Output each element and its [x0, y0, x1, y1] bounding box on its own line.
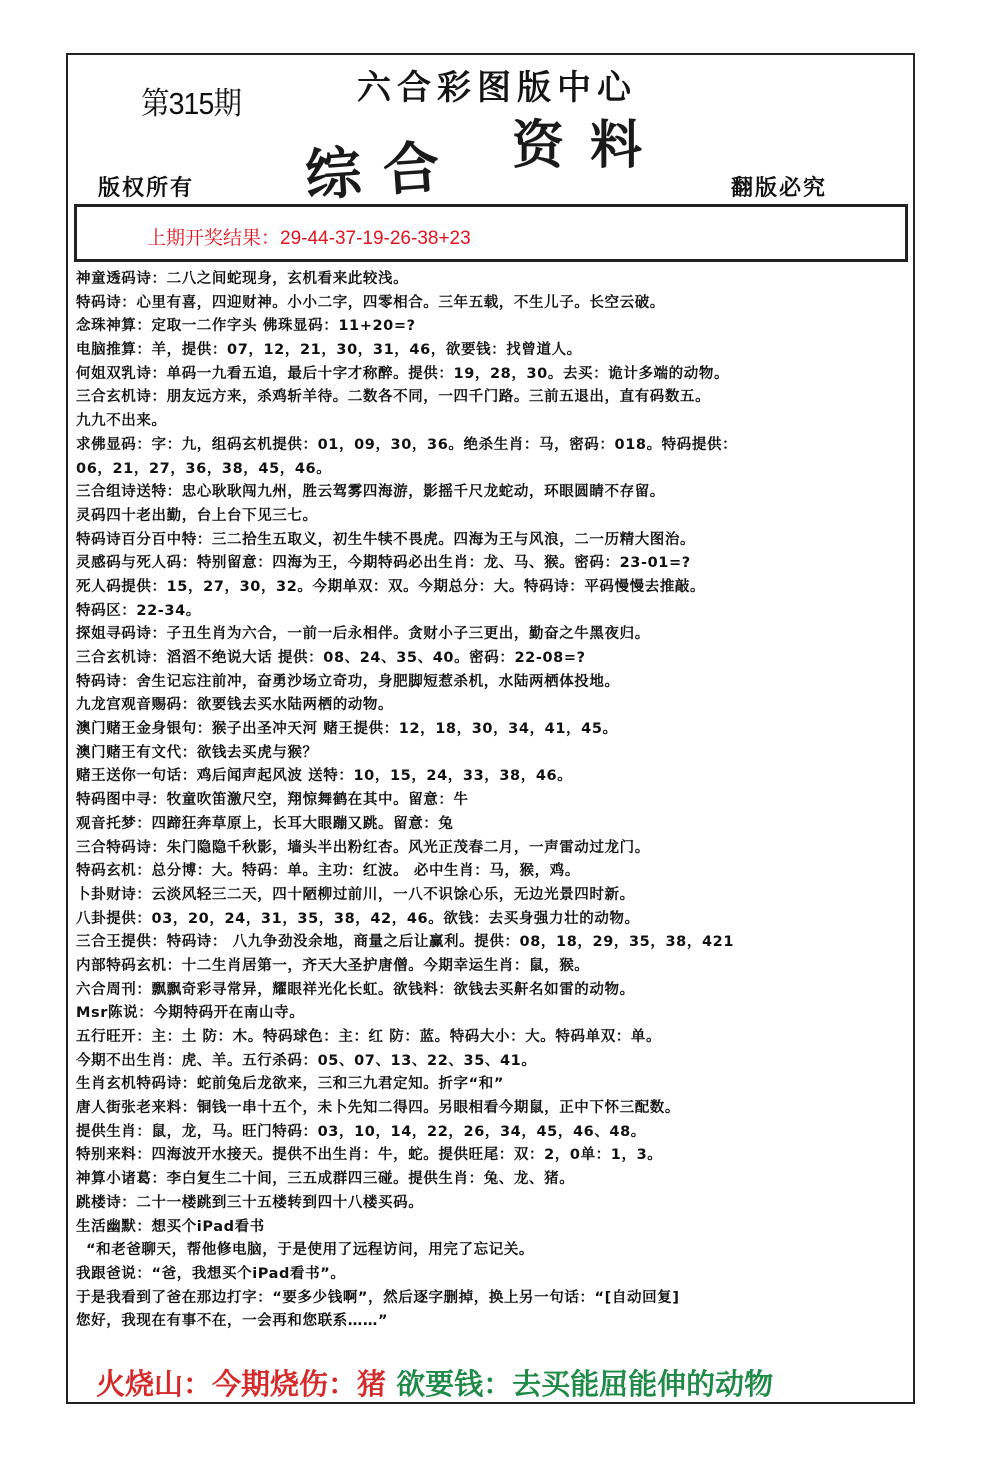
line-text: 想买个iPad看书	[151, 1218, 265, 1235]
line-text: 欲钱去买虎与猴？	[196, 744, 318, 761]
content-line	[76, 694, 906, 718]
footer-red-text: 火烧山：今期烧伤：猪	[96, 1367, 387, 1401]
line-text: 欲要钱去买水陆两栖的动物。	[196, 697, 394, 714]
content-line	[76, 1263, 906, 1287]
line-label: 电脑推算：	[76, 342, 152, 359]
content-line	[76, 292, 906, 316]
line-text: 06，21，27，36，38，45，46。	[76, 460, 332, 477]
content-line	[76, 931, 906, 955]
content-line	[76, 1168, 906, 1192]
content-line	[76, 458, 906, 482]
line-label: 特别来料：	[76, 1147, 152, 1164]
line-text: 鼠，龙，马。旺门特码：03，10，14，22，26，34，45，46、48。	[151, 1123, 646, 1140]
line-text: 鸡后闻声起风波 送特：10，15，24，33，38，46。	[196, 768, 573, 785]
line-label: 澳门赌王金身银句：	[76, 721, 212, 738]
line-text: 定取一二作字头 佛珠显码：11+20=?	[151, 318, 416, 335]
line-text: “和老爸聊天，帮他修电脑，于是使用了远程访问，用完了忘记关。	[86, 1242, 535, 1259]
line-label: 内部特码玄机：	[76, 957, 182, 974]
line-text: 朱门隐隐千秋影，墙头半出粉红杏。风光正茂春二月，一声雷动过龙门。	[166, 839, 650, 856]
line-text: 您好，我现在有事不在，一会再和您联系……”	[76, 1313, 389, 1330]
line-text: 字：九，组码玄机提供：01，09，30，36。绝杀生肖：马，密码：018。特码提供：	[151, 436, 738, 453]
line-text: 主：土 防：木。特码球色：主：红 防：蓝。特码大小：大。特码单双：单。	[151, 1029, 662, 1045]
line-label: 特码诗百分百中特：	[76, 531, 212, 548]
line-text: 云淡风轻三二天，四十陋柳过前川，一八不识馀心乐，无边光景四时新。	[151, 886, 635, 903]
title-part2: 资料	[512, 115, 669, 176]
result-label: 上期开奖结果：	[147, 228, 281, 249]
line-label: 求佛显码：	[76, 436, 152, 453]
content-line	[76, 1050, 906, 1074]
content-line	[76, 434, 906, 458]
line-label: 三合玄机诗：	[76, 650, 167, 666]
line-label: 观音托梦：	[76, 815, 152, 832]
content-line	[76, 1002, 906, 1026]
copyright-left: 版权所有	[98, 175, 195, 201]
content-line	[76, 1073, 906, 1097]
line-text: 猴子出圣冲天河 赌王提供：12，18，30，34，41，45。	[211, 721, 618, 738]
content-line	[76, 1192, 906, 1216]
line-text: 十二生肖居第一，齐天大圣护唐僧。今期幸运生肖：鼠，猴。	[181, 957, 590, 974]
line-text: 二十一楼跳到三十五楼转到四十八楼买码。	[136, 1194, 424, 1211]
content-line	[76, 979, 906, 1003]
line-text: 灵码四十老出勤，台上台下见三七。	[76, 507, 318, 524]
content-line	[76, 363, 906, 387]
line-text: 朋友远方来，杀鸡斩羊待。二数各不同，一四千门路。三前五退出，直有码数五。	[166, 389, 711, 406]
line-text: 舍生记忘注前冲，奋勇沙场立奇功，身肥脚短惹杀机，水陆两栖体投地。	[136, 673, 620, 690]
line-label: 何姐双乳诗：	[76, 365, 167, 382]
line-text: 三二拾生五取义，初生牛犊不畏虎。四海为王与风浪，二一历精大图治。	[211, 531, 696, 548]
line-text: 03，20，24，31，35，38，42，46。欲钱：去买身强力壮的动物。	[151, 910, 640, 927]
line-text: 飘飘奇彩寻常异，耀眼祥光化长虹。欲钱料：欲钱去买鼾名如雷的动物。	[151, 981, 635, 998]
line-label: 死人码提供：	[76, 578, 167, 595]
content-line	[76, 1239, 906, 1263]
line-text: 牧童吹笛激尺空，翔惊舞鹤在其中。留意：牛	[166, 792, 469, 809]
line-label: 三合玄机诗：	[76, 389, 167, 406]
content-lines	[76, 268, 906, 1334]
content-line	[76, 1287, 906, 1311]
line-label: 唐人街张老来料：	[76, 1100, 197, 1117]
result-box	[74, 204, 908, 262]
line-text: 羊，提供：07，12，21，30，31，46，欲要钱：找曾道人。	[151, 342, 582, 359]
content-line	[76, 339, 906, 363]
line-label: 神童透码诗：	[76, 271, 167, 287]
content-line	[76, 1310, 906, 1334]
organization-title: 六合彩图版中心	[357, 68, 637, 108]
line-label: 念珠神算：	[76, 318, 152, 335]
content-line	[76, 410, 906, 434]
line-label: 六合周刊：	[76, 981, 152, 998]
content-line	[76, 268, 906, 292]
line-label: 提供生肖：	[76, 1123, 152, 1140]
line-text: 总分博：大。特码：单。主功：红波。 必中生肖：马，猴，鸡。	[151, 863, 580, 880]
content-line	[76, 742, 906, 766]
line-label: 神算小诸葛：	[76, 1171, 167, 1188]
line-text: 于是我看到了爸在那边打字：“要多少钱啊”，然后逐字删掉，换上另一句话：“[自动回复]	[76, 1289, 680, 1306]
line-label: 九龙宫观音赐码：	[76, 697, 197, 714]
content-line	[76, 671, 906, 695]
line-label: 灵感码与死人码：	[76, 555, 197, 572]
content-line	[76, 576, 906, 600]
content-line	[76, 529, 906, 553]
line-label: 特码诗：	[76, 673, 137, 690]
footer-green-text: 欲要钱：去买能屈能伸的动物	[396, 1367, 774, 1401]
line-label: 八卦提供：	[76, 910, 152, 927]
line-label: 澳门赌王有文代：	[76, 744, 197, 761]
line-text: 铜钱一串十五个，未卜先知二得四。另眼相看今期鼠，正中下怀三配数。	[196, 1100, 681, 1117]
content-line	[76, 765, 906, 789]
line-text: 李白复生二十间，三五成群四三碰。提供生肖：兔、龙、猪。	[166, 1171, 575, 1188]
content-line	[76, 813, 906, 837]
line-text: 特别留意：四海为王，今期特码必出生肖：龙、马、猴。密码：23-01=?	[196, 555, 691, 572]
line-label: 五行旺开：	[76, 1029, 152, 1045]
line-label: 三合王提供：	[76, 934, 167, 951]
content-line	[76, 505, 906, 529]
line-label: 生肖玄机特码诗：	[76, 1076, 197, 1093]
content-line	[76, 718, 906, 742]
line-label: 特码图中寻：	[76, 792, 167, 809]
line-text: 特码诗： 八九争劲没余地，商量之后让赢利。提供：08，18，29，35，38，421	[166, 934, 735, 951]
line-text: 滔滔不绝说大话 提供：08、24、35、40。密码：22-08=?	[166, 650, 586, 666]
copyright-right: 翻版必究	[731, 175, 828, 201]
line-text: 四蹄狂奔草原上，长耳大眼蹦又跳。留意：兔	[151, 815, 454, 832]
content-line	[76, 315, 906, 339]
line-label: 特码诗：	[76, 294, 137, 311]
line-text: 我跟爸说：“爸，我想买个iPad看书”。	[76, 1265, 346, 1282]
last-result	[147, 223, 471, 250]
content-line	[76, 884, 906, 908]
line-label: 今期不出生肖：	[76, 1052, 182, 1069]
line-text: 忠心耿耿闯九州，胜云驾雾四海游，影摇千尺龙蛇动，环眼圆睛不存留。	[181, 484, 665, 501]
content-line	[76, 955, 906, 979]
content-line	[76, 860, 906, 884]
content-line	[76, 1216, 906, 1240]
result-numbers: 29-44-37-19-26-38+23	[280, 228, 471, 249]
line-text: 子丑生肖为六合，一前一后永相伴。贪财小子三更出，勤奋之牛黑夜归。	[166, 626, 650, 643]
content-line	[76, 837, 906, 861]
line-text: 二八之间蛇现身，玄机看来此较浅。	[166, 271, 409, 287]
line-label: 特码玄机：	[76, 863, 152, 880]
content-line	[76, 552, 906, 576]
line-text: 心里有喜，四迎财神。小小二字，四零相合。三年五载，不生儿子。长空云破。	[136, 294, 665, 311]
line-label: 跳楼诗：	[76, 1194, 137, 1211]
line-text: 蛇前兔后龙欲来，三和三九君定知。折字“和”	[196, 1076, 504, 1093]
footer-banner	[96, 1362, 773, 1403]
line-text: 15，27，30，32。今期单双：双。今期总分：大。特码诗：平码慢慢去推敲。	[166, 578, 706, 595]
line-text: 单码一九看五追，最后十字才称醉。提供：19，28，30。去买：诡计多端的动物。	[166, 365, 730, 382]
line-label: 探姐寻码诗：	[76, 626, 167, 643]
line-text: 四海波开水接天。提供不出生肖：牛，蛇。提供旺尾：双：2，0单：1，3。	[151, 1147, 663, 1164]
content-line	[76, 623, 906, 647]
content-line	[76, 386, 906, 410]
line-label: 卜卦财诗：	[76, 886, 152, 903]
content-line	[76, 789, 906, 813]
content-line	[76, 1026, 906, 1050]
content-line	[76, 647, 906, 671]
line-label: 三合组诗送特：	[76, 484, 182, 501]
line-text: 今期特码开在南山寺。	[153, 1005, 305, 1022]
issue-number: 第315期	[141, 86, 242, 121]
line-label: 生活幽默：	[76, 1218, 152, 1235]
title-part1: 综合	[303, 132, 464, 210]
content-line	[76, 1097, 906, 1121]
content-line	[76, 481, 906, 505]
line-label: Msr陈说：	[76, 1005, 154, 1022]
content-line	[76, 600, 906, 624]
line-label: 特码区：	[76, 602, 137, 619]
content-line	[76, 1144, 906, 1168]
line-text: 九九不出来。	[76, 413, 167, 430]
line-label: 赌王送你一句话：	[76, 768, 197, 785]
line-text: 22-34。	[136, 602, 201, 619]
content-line	[76, 1121, 906, 1145]
line-label: 三合特码诗：	[76, 839, 167, 856]
line-text: 虎、羊。五行杀码：05、07、13、22、35、41。	[181, 1052, 537, 1069]
content-line	[76, 908, 906, 932]
